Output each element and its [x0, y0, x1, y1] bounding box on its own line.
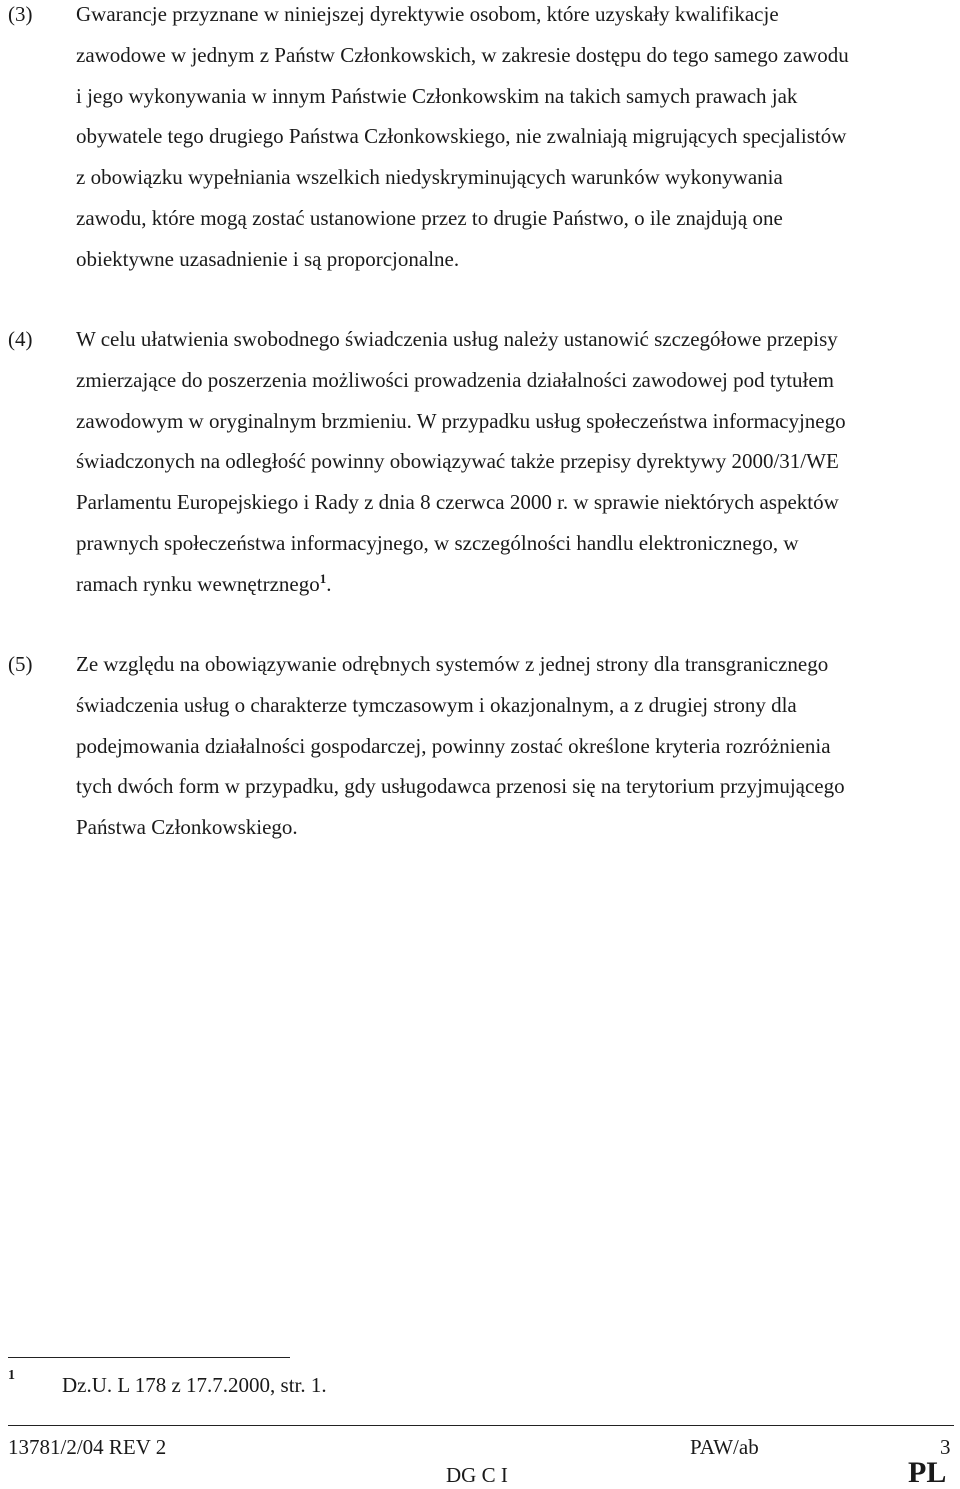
text-line: podejmowania działalności gospodarczej, powinny zostać określone kryteria rozróżnienia [76, 733, 831, 758]
author-initials: PAW/ab [690, 1435, 759, 1459]
text-line: Parlamentu Europejskiego i Rady z dnia 8 czerwca 2000 r. w sprawie niektórych aspektów [76, 490, 839, 515]
text-line: obywatele tego drugiego Państwa Członkowskiego, nie zwalniają migrujących specjalistów [76, 124, 847, 149]
text-line: ramach rynku wewnętrznego [76, 571, 320, 596]
footer-separator [8, 1425, 954, 1426]
text-line: z obowiązku wypełniania wszelkich niedyskryminujących warunków wykonywania [76, 165, 783, 190]
paragraph-text [76, 319, 946, 605]
footnote-reference[interactable]: 1 [319, 570, 327, 586]
text-line: Ze względu na obowiązywanie odrębnych systemów z jednej strony dla transgranicznego [76, 652, 829, 676]
paragraph-text [76, 0, 946, 280]
paragraph-text [76, 644, 946, 848]
footnote-mark: 1 [8, 1368, 15, 1383]
text-line: i jego wykonywania w innym Państwie Członkowskim na takich samych prawach jak [76, 83, 798, 108]
text-line: W celu ułatwienia swobodnego świadczenia usług należy ustanowić szczegółowe przepisy [76, 327, 838, 351]
language-code: PL [908, 1456, 947, 1489]
text-line: obiektywne uzasadnienie i są proporcjonalne. [76, 246, 460, 271]
document-reference: 13781/2/04 REV 2 [8, 1435, 167, 1459]
footnote-text: Dz.U. L 178 z 17.7.2000, str. 1. [62, 1373, 327, 1397]
text-line: zawodowe w jednym z Państw Członkowskich, w zakresie dostępu do tego samego zawodu [76, 42, 849, 67]
text-line: Gwarancje przyznane w niniejszej dyrektywie osobom, które uzyskały kwalifikacje [76, 2, 779, 26]
page-number: 3 [940, 1435, 951, 1459]
line-end-punctuation: . [326, 571, 332, 596]
paragraph-number: (3) [8, 2, 33, 26]
paragraph-number: (4) [8, 327, 33, 351]
text-line: tych dwóch form w przypadku, gdy usługodawca przenosi się na terytorium przyjmującego [76, 774, 845, 799]
text-line: świadczonych na odległość powinny obowiązywać także przepisy dyrektywy 2000/31/WE [76, 449, 839, 474]
paragraph-number: (5) [8, 652, 33, 676]
text-line-last [76, 564, 946, 605]
text-line: świadczenia usług o charakterze tymczasowym i okazjonalnym, a z drugiej strony dla [76, 692, 797, 717]
text-line: zmierzające do poszerzenia możliwości prowadzenia działalności zawodowej pod tytułem [76, 367, 835, 392]
text-line: zawodu, które mogą zostać ustanowione przez to drugie Państwo, o ile znajdują one [76, 205, 783, 230]
text-line: zawodowym w oryginalnym brzmieniu. W przypadku usług społeczeństwa informacyjnego [76, 408, 846, 433]
text-line: Państwa Członkowskiego. [76, 815, 298, 840]
text-line: prawnych społeczeństwa informacyjnego, w szczególności handlu elektronicznego, w [76, 530, 799, 555]
footnote-separator [8, 1357, 290, 1358]
directorate-general: DG C I [446, 1463, 508, 1487]
